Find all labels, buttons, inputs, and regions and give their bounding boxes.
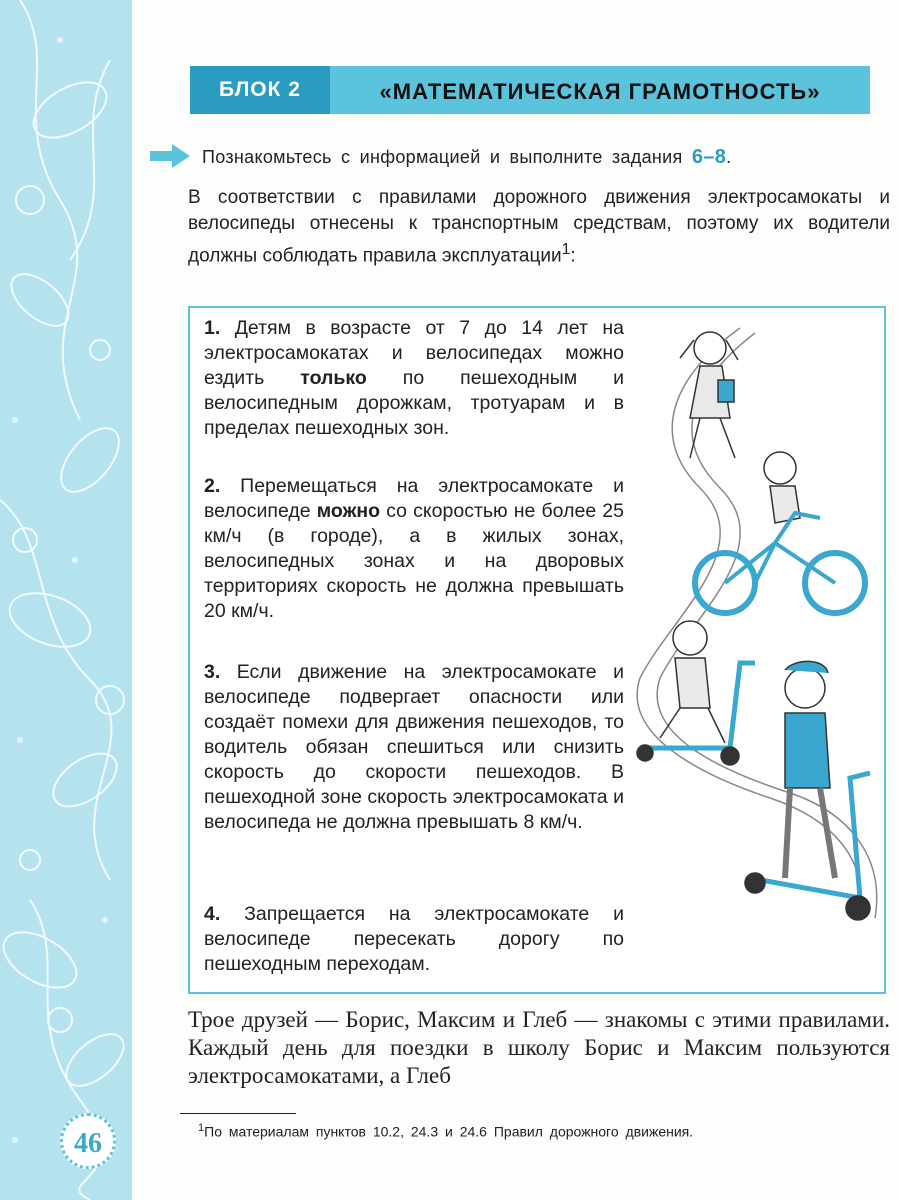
rule-item xyxy=(204,316,624,441)
intro-text: В соответствии с правилами дорожного движения электросамокаты и велосипеды отнесены к транспортным средствам, поэтому их водители должны соблюдать правила эксплуатации xyxy=(188,187,890,267)
page-number: 46 xyxy=(60,1113,116,1169)
floral-pattern xyxy=(0,0,132,1200)
rule-text: Перемещаться на электросамокате и велосипеде xyxy=(204,475,624,522)
instruction-body: Познакомьтесь с информацией и выполните задания xyxy=(202,147,692,167)
instruction-text xyxy=(202,146,731,169)
boy-on-scooter-figure xyxy=(637,621,755,765)
instruction xyxy=(150,140,890,174)
rule-item xyxy=(204,474,624,624)
footnote-marker: 1 xyxy=(198,1122,205,1134)
block-title: «МАТЕМАТИЧЕСКАЯ ГРАМОТНОСТЬ» xyxy=(379,79,821,104)
footnote xyxy=(198,1122,888,1140)
intro-ending: : xyxy=(570,245,576,267)
decorative-sidebar xyxy=(0,0,132,1200)
rule-number: 2. xyxy=(204,475,221,497)
rule-emphasis: только xyxy=(300,367,367,389)
arrow-right-icon xyxy=(150,144,190,168)
instruction-suffix: . xyxy=(726,147,732,167)
block-header xyxy=(190,66,870,114)
rule-item xyxy=(204,660,624,835)
story-paragraph: Трое друзей — Борис, Максим и Глеб — знакомы с этими правилами. Каждый день для поездки в школу Борис и Максим пользуются электросамокатами, а Глеб xyxy=(188,1007,890,1088)
rule-text: по пешеходным и велосипедным дорожкам, тротуарам и в пределах пешеходных зон. xyxy=(204,367,625,439)
girl-walking-figure xyxy=(680,332,738,458)
block-label: БЛОК 2 xyxy=(190,66,330,114)
rule-emphasis: можно xyxy=(316,500,381,522)
kids-riding-illustration xyxy=(630,318,880,988)
rule-text: со скоростью не более 25 км/ч (в городе), а в жилых зонах, велосипедных зонах и на дворовых территориях скорость не должна превышать 20 км/ч. xyxy=(204,500,624,622)
intro-paragraph xyxy=(188,185,890,269)
rule-text: Детям в возрасте от 7 до 14 лет на электросамокатах и велосипедах можно ездить xyxy=(204,317,624,389)
rule-number: 4. xyxy=(204,903,221,925)
footnote-text: По материалам пунктов 10.2, 24.3 и 24.6 Правил дорожного движения. xyxy=(204,1123,694,1140)
task-range: 6–8 xyxy=(691,146,727,168)
footnote-divider xyxy=(180,1113,296,1114)
rules-box xyxy=(188,306,886,994)
rule-number: 1. xyxy=(204,317,221,339)
boy-on-tall-scooter-figure xyxy=(745,661,870,920)
footnote-marker: 1 xyxy=(561,241,571,258)
rule-item xyxy=(204,902,624,977)
rule-text: Если движение на электросамокате и велосипеде подвергает опасности или создаёт помехи для движения пешеходов, то водитель обязан спешиться или снизить скорость до скорости пешеходов. В пешеходной зоне скорость электросамоката и велосипеда не должна превышать 8 км/ч. xyxy=(204,661,624,833)
rule-number: 3. xyxy=(204,661,221,683)
rule-text: Запрещается на электросамокате и велосипеде пересекать дорогу по пешеходным переходам. xyxy=(204,903,624,975)
